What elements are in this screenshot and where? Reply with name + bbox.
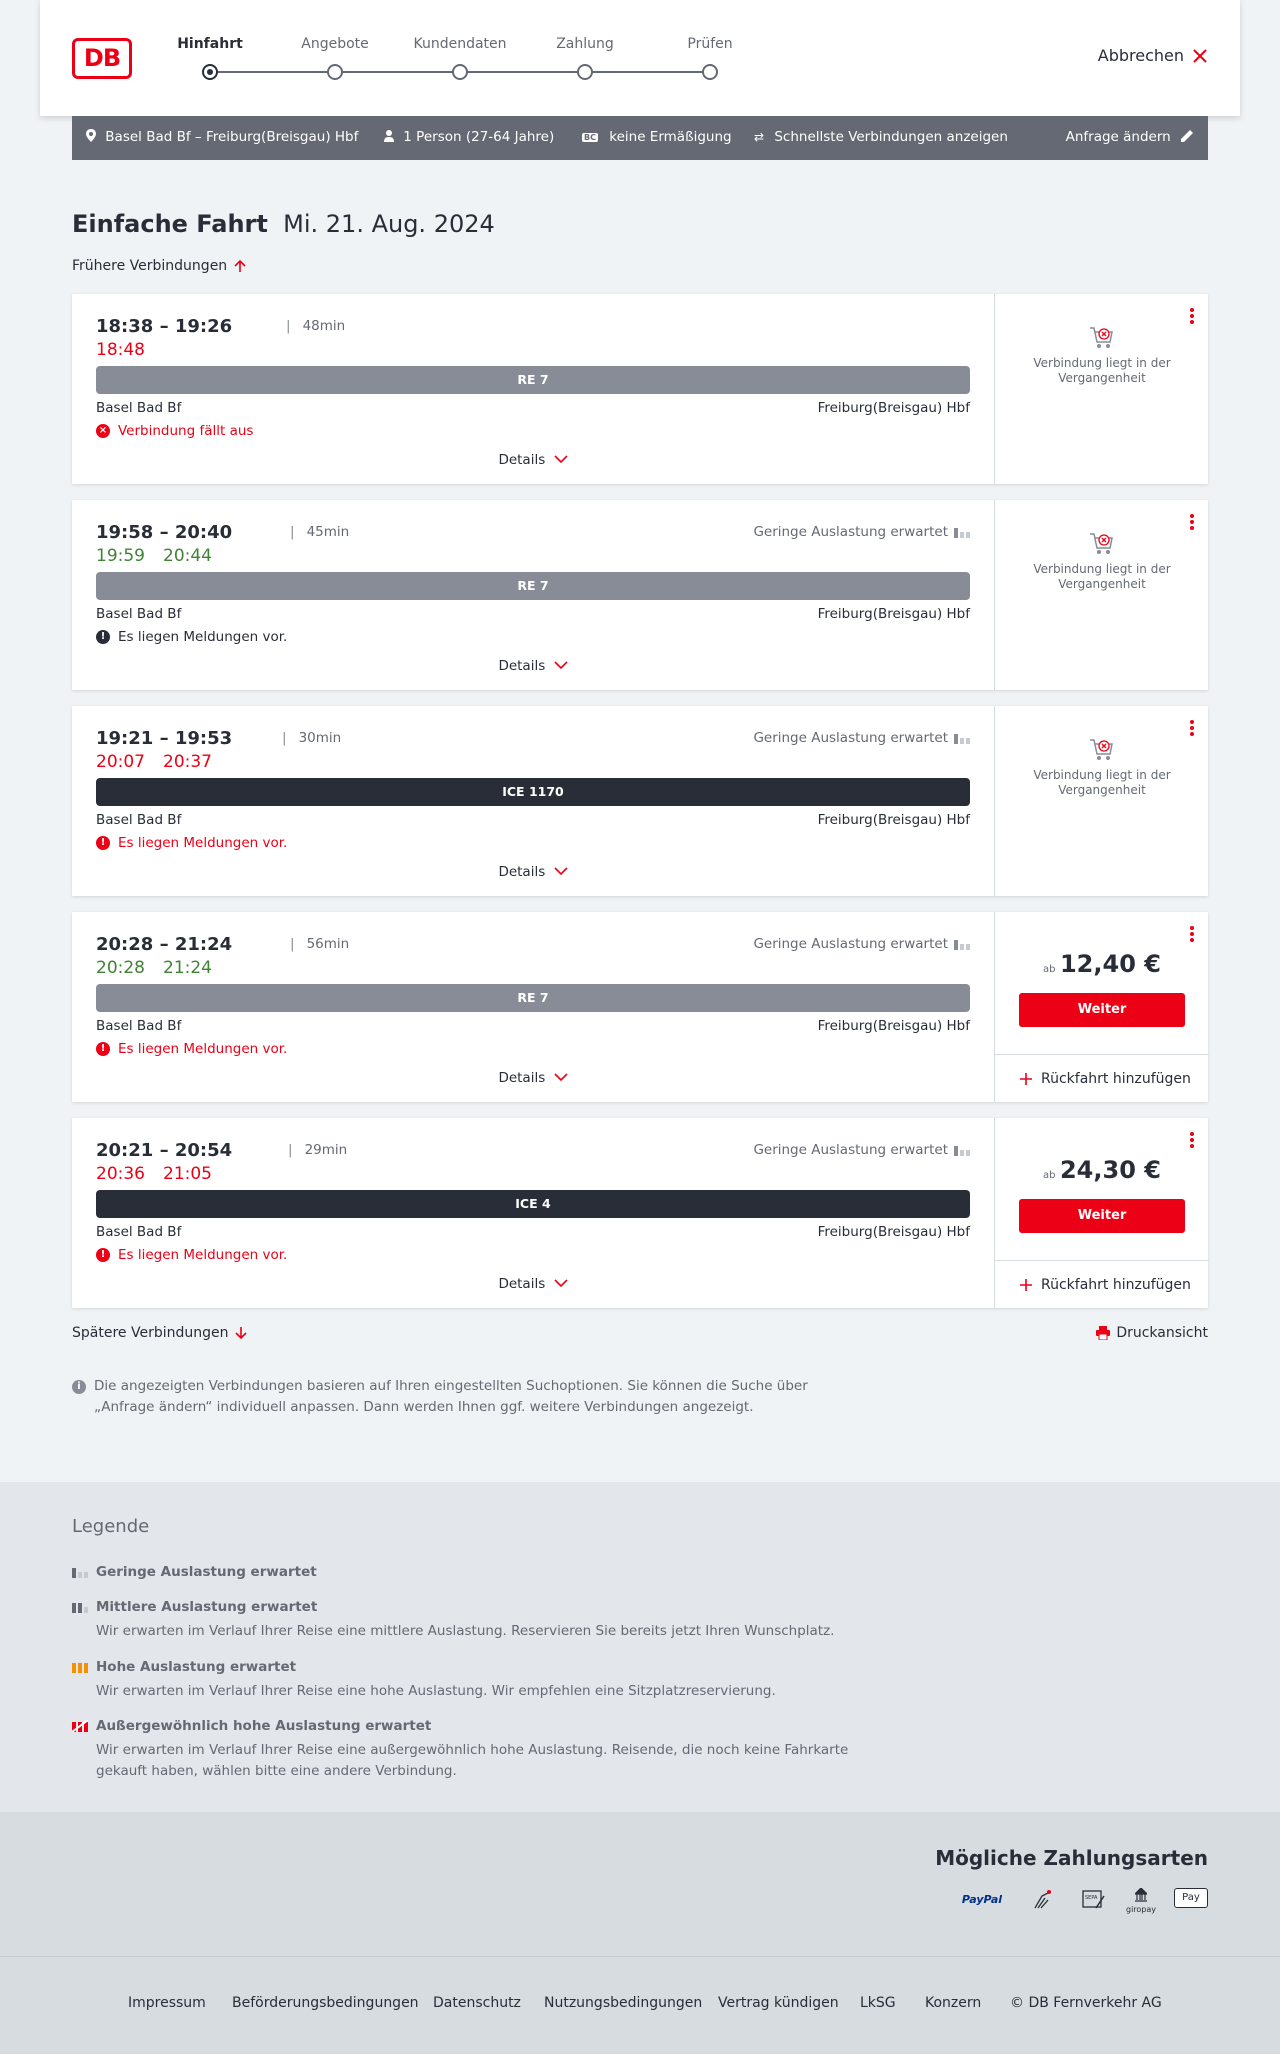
arrow-up-icon: [233, 259, 247, 273]
print-view-link[interactable]: [1096, 1325, 1208, 1341]
connection-duration: | 30min: [282, 730, 342, 746]
db-logo[interactable]: DB: [72, 38, 132, 79]
footer-copyright: © DB Fernverkehr AG: [1010, 1995, 1162, 2011]
trip-type: Einfache Fahrt: [72, 210, 268, 238]
message-text: Es liegen Meldungen vor.: [118, 1041, 288, 1057]
step-dot-pruefen: [702, 64, 718, 80]
connection-duration: | 48min: [286, 318, 346, 334]
price-prefix: ab: [1043, 964, 1056, 975]
chevron-down-icon: [554, 1072, 568, 1082]
departure-station: Basel Bad Bf: [96, 1224, 182, 1240]
price-display: [995, 1156, 1209, 1184]
train-bar[interactable]: RE 7: [96, 984, 970, 1012]
footer-befoerderungsbedingungen[interactable]: Beförderungsbedingungen: [232, 1995, 419, 2011]
offer-panel: [994, 706, 1208, 896]
realtime-departure: 20:28: [96, 958, 145, 978]
occupancy-info: [753, 730, 970, 746]
legend-item-high: [72, 1659, 876, 1702]
chevron-down-icon: [554, 660, 568, 670]
realtime-departure: 18:48: [96, 340, 145, 360]
occupancy-extreme-icon: [72, 1720, 88, 1732]
duration-value: 48min: [302, 318, 346, 334]
occupancy-medium-icon: [72, 1601, 88, 1613]
connection-card[interactable]: [72, 912, 1208, 1102]
details-label: Details: [498, 1070, 546, 1086]
more-options-icon[interactable]: [1190, 720, 1194, 736]
print-view-label: Druckansicht: [1116, 1325, 1208, 1341]
train-bar[interactable]: ICE 4: [96, 1190, 970, 1218]
footer-nutzungsbedingungen[interactable]: Nutzungsbedingungen: [544, 1995, 703, 2011]
cart-unavailable-icon: [1089, 532, 1115, 556]
step-dot-zahlung: [577, 64, 593, 80]
legend-extreme-text: Wir erwarten im Verlauf Ihrer Reise eine außergewöhnlich hohe Auslastung. Reisende, die noch keine Fahrkarte gekauft haben, wählen bitte eine andere Verbindung.: [96, 1742, 849, 1779]
alert-icon: !: [96, 836, 110, 850]
earlier-connections-link[interactable]: [72, 258, 247, 274]
chevron-down-icon: [554, 454, 568, 464]
legend-high-text: Wir erwarten im Verlauf Ihrer Reise eine hohe Auslastung. Wir empfehlen eine Sitzplatzreservierung.: [96, 1683, 776, 1699]
price-value: 24,30 €: [1059, 1156, 1161, 1184]
more-options-icon[interactable]: [1190, 1132, 1194, 1148]
info-text: Die angezeigten Verbindungen basieren auf Ihren eingestellten Suchoptionen. Sie können die Suche über „Anfrage ändern“ individuell anpassen. Dann werden Ihnen ggf. weitere Verbindungen angezeigt.: [94, 1378, 808, 1415]
continue-button[interactable]: Weiter: [1019, 1199, 1185, 1233]
occupancy-info: [753, 936, 970, 952]
later-connections-label: Spätere Verbindungen: [72, 1325, 229, 1341]
apple-pay-icon: [1174, 1888, 1208, 1908]
more-options-icon[interactable]: [1190, 926, 1194, 942]
legend-medium-heading: Mittlere Auslastung erwartet: [96, 1599, 318, 1615]
cancel-label: Abbrechen: [1097, 46, 1184, 65]
legend-item-extreme: [72, 1718, 876, 1782]
sepa-icon: [1082, 1888, 1106, 1912]
departure-station: Basel Bad Bf: [96, 1018, 182, 1034]
bahncard-icon: BC: [584, 133, 596, 142]
offer-panel: [994, 294, 1208, 484]
occupancy-low-icon: [954, 526, 970, 538]
cart-unavailable-icon: [1089, 326, 1115, 350]
giropay-icon: [1124, 1888, 1158, 1912]
credit-card-icon: [1032, 1888, 1054, 1912]
legend-title: Legende: [72, 1516, 150, 1537]
occupancy-text: Geringe Auslastung erwartet: [753, 524, 948, 540]
arrival-station: Freiburg(Breisgau) Hbf: [817, 1224, 970, 1240]
price-value: 12,40 €: [1059, 950, 1161, 978]
step-dot-hinfahrt: [202, 64, 218, 80]
legend-high-heading: Hohe Auslastung erwartet: [96, 1659, 297, 1675]
later-connections-link[interactable]: [72, 1325, 248, 1341]
cart-unavailable-icon: [1089, 738, 1115, 762]
connection-message[interactable]: [96, 629, 287, 645]
realtime-arrival: 20:44: [163, 546, 212, 566]
occupancy-low-icon: [954, 938, 970, 950]
step-dot-angebote: [327, 64, 343, 80]
message-text: Es liegen Meldungen vor.: [118, 835, 288, 851]
train-bar[interactable]: RE 7: [96, 366, 970, 394]
info-notice: [72, 1376, 852, 1418]
footer-datenschutz[interactable]: Datenschutz: [433, 1995, 521, 2011]
occupancy-text: Geringe Auslastung erwartet: [753, 730, 948, 746]
details-label: Details: [498, 864, 546, 880]
connection-info: [72, 1118, 994, 1308]
arrival-station: Freiburg(Breisgau) Hbf: [817, 400, 970, 416]
step-zahlung[interactable]: Zahlung: [556, 36, 614, 52]
occupancy-low-icon: [72, 1566, 88, 1578]
offer-panel: [994, 500, 1208, 690]
offer-panel: [994, 1118, 1208, 1308]
connection-card[interactable]: [72, 706, 1208, 896]
connection-message[interactable]: [96, 1247, 287, 1263]
fastest-text: Schnellste Verbindungen anzeigen: [774, 129, 1008, 145]
connection-times: 19:58 – 20:40: [96, 522, 233, 543]
legend-low-heading: Geringe Auslastung erwartet: [96, 1564, 317, 1580]
legend-item-medium: [72, 1599, 876, 1642]
occupancy-info: [753, 524, 970, 540]
cancelled-icon: ×: [96, 424, 110, 438]
connection-duration: | 45min: [290, 524, 350, 540]
details-toggle[interactable]: [72, 1070, 994, 1086]
footer-konzern[interactable]: Konzern: [925, 1995, 982, 2011]
location-pin-icon: [86, 129, 96, 142]
connection-card[interactable]: [72, 500, 1208, 690]
footer-lksg[interactable]: LkSG: [860, 1995, 896, 2011]
pencil-icon: [1181, 129, 1194, 142]
connection-times: 20:21 – 20:54: [96, 1140, 233, 1161]
details-toggle[interactable]: [72, 1276, 994, 1292]
departure-station: Basel Bad Bf: [96, 400, 182, 416]
occupancy-low-icon: [954, 1144, 970, 1156]
add-return-trip-label: Rückfahrt hinzufügen: [1041, 1070, 1191, 1087]
details-toggle[interactable]: [72, 452, 994, 468]
offer-panel: [994, 912, 1208, 1102]
discount-summary: [582, 129, 732, 145]
message-text: Es liegen Meldungen vor.: [118, 629, 288, 645]
realtime-departure: 20:07: [96, 752, 145, 772]
add-return-trip-button[interactable]: [995, 1054, 1209, 1102]
persons-summary: [384, 129, 554, 145]
connection-times: 20:28 – 21:24: [96, 934, 233, 955]
realtime-arrival: 21:05: [163, 1164, 212, 1184]
details-label: Details: [498, 658, 546, 674]
printer-icon: [1096, 1326, 1110, 1340]
legend-item-low: [72, 1564, 317, 1580]
connection-message[interactable]: [96, 835, 287, 851]
plus-icon: [1019, 1278, 1033, 1292]
duration-value: 30min: [298, 730, 342, 746]
departure-station: Basel Bad Bf: [96, 606, 182, 622]
alert-icon: !: [96, 630, 110, 644]
persons-text: 1 Person (27-64 Jahre): [403, 129, 555, 145]
cancel-button[interactable]: [1098, 46, 1208, 65]
change-request-button[interactable]: [1066, 129, 1194, 145]
realtime-arrival: 20:37: [163, 752, 212, 772]
train-bar[interactable]: ICE 1170: [96, 778, 970, 806]
footer: [0, 1957, 1280, 2054]
arrival-station: Freiburg(Breisgau) Hbf: [817, 812, 970, 828]
more-options-icon[interactable]: [1190, 514, 1194, 530]
page-title: [72, 210, 495, 238]
train-bar[interactable]: RE 7: [96, 572, 970, 600]
info-icon: i: [72, 1380, 86, 1394]
past-connection-notice: Verbindung liegt in der Vergangenheit: [1033, 768, 1171, 797]
step-pruefen[interactable]: Prüfen: [687, 36, 733, 52]
footer-impressum[interactable]: Impressum: [128, 1995, 206, 2011]
price-prefix: ab: [1043, 1170, 1056, 1181]
legend-extreme-heading: Außergewöhnlich hohe Auslastung erwartet: [96, 1718, 432, 1734]
apple-pay-label: Pay: [1182, 1892, 1200, 1903]
details-toggle[interactable]: [72, 658, 994, 674]
occupancy-text: Geringe Auslastung erwartet: [753, 1142, 948, 1158]
legend-section: [0, 1482, 1280, 1812]
realtime-departure: 20:36: [96, 1164, 145, 1184]
chevron-down-icon: [554, 866, 568, 876]
fastest-option[interactable]: [754, 129, 1008, 145]
details-label: Details: [498, 1276, 546, 1292]
sepa-label: SEPA: [1085, 1895, 1098, 1901]
step-dot-kundendaten: [452, 64, 468, 80]
connection-card[interactable]: [72, 294, 1208, 484]
duration-value: 45min: [306, 524, 350, 540]
duration-value: 29min: [304, 1142, 348, 1158]
trip-date: Mi. 21. Aug. 2024: [283, 210, 495, 238]
connection-info: [72, 500, 994, 690]
person-icon: [384, 130, 394, 142]
past-connection-notice: Verbindung liegt in der Vergangenheit: [1033, 356, 1171, 385]
connection-message[interactable]: [96, 1041, 287, 1057]
footer-vertrag-kuendigen[interactable]: Vertrag kündigen: [718, 1995, 839, 2011]
route-text: Basel Bad Bf – Freiburg(Breisgau) Hbf: [105, 129, 359, 145]
arrival-station: Freiburg(Breisgau) Hbf: [817, 1018, 970, 1034]
chevron-down-icon: [554, 1278, 568, 1288]
continue-button[interactable]: Weiter: [1019, 993, 1185, 1027]
alert-icon: !: [96, 1042, 110, 1056]
header: [40, 0, 1240, 116]
duration-value: 56min: [306, 936, 350, 952]
close-icon: [1192, 48, 1208, 64]
realtime-arrival: 21:24: [163, 958, 212, 978]
occupancy-low-icon: [954, 732, 970, 744]
search-summary-bar: [72, 116, 1208, 160]
step-angebote[interactable]: Angebote: [301, 36, 369, 52]
swap-arrows-icon: ⇄: [754, 130, 765, 144]
connection-message[interactable]: [96, 423, 253, 439]
connection-info: [72, 912, 994, 1102]
payment-methods-title: Mögliche Zahlungsarten: [935, 1846, 1208, 1870]
step-kundendaten[interactable]: Kundendaten: [413, 36, 507, 52]
add-return-trip-label: Rückfahrt hinzufügen: [1041, 1276, 1191, 1293]
plus-icon: [1019, 1072, 1033, 1086]
realtime-departure: 19:59: [96, 546, 145, 566]
change-request-label: Anfrage ändern: [1065, 129, 1171, 145]
arrival-station: Freiburg(Breisgau) Hbf: [817, 606, 970, 622]
arrow-down-icon: [234, 1326, 248, 1340]
paypal-icon: [954, 1888, 1010, 1912]
legend-medium-text: Wir erwarten im Verlauf Ihrer Reise eine mittlere Auslastung. Reservieren Sie bereits jetzt Ihren Wunschplatz.: [96, 1623, 835, 1639]
departure-station: Basel Bad Bf: [96, 812, 182, 828]
price-display: [995, 950, 1209, 978]
occupancy-high-icon: [72, 1661, 88, 1673]
connection-duration: | 29min: [288, 1142, 348, 1158]
connection-times: 18:38 – 19:26: [96, 316, 233, 337]
giropay-label: giropay: [1125, 1905, 1157, 1914]
paypal-label: PayPal: [961, 1893, 1003, 1906]
route-summary: [86, 129, 358, 145]
details-toggle[interactable]: [72, 864, 994, 880]
payment-methods-section: [0, 1812, 1280, 1957]
connection-duration: | 56min: [290, 936, 350, 952]
occupancy-info: [753, 1142, 970, 1158]
occupancy-text: Geringe Auslastung erwartet: [753, 936, 948, 952]
discount-text: keine Ermäßigung: [609, 129, 732, 145]
add-return-trip-button[interactable]: [995, 1260, 1209, 1308]
more-options-icon[interactable]: [1190, 308, 1194, 324]
connection-info: [72, 294, 994, 484]
connection-info: [72, 706, 994, 896]
details-label: Details: [498, 452, 546, 468]
earlier-connections-label: Frühere Verbindungen: [72, 258, 228, 274]
connection-card[interactable]: [72, 1118, 1208, 1308]
step-hinfahrt[interactable]: Hinfahrt: [177, 36, 243, 52]
message-text: Es liegen Meldungen vor.: [118, 1247, 288, 1263]
connection-times: 19:21 – 19:53: [96, 728, 233, 749]
message-text: Verbindung fällt aus: [118, 423, 254, 439]
past-connection-notice: Verbindung liegt in der Vergangenheit: [1033, 562, 1171, 591]
alert-icon: !: [96, 1248, 110, 1262]
